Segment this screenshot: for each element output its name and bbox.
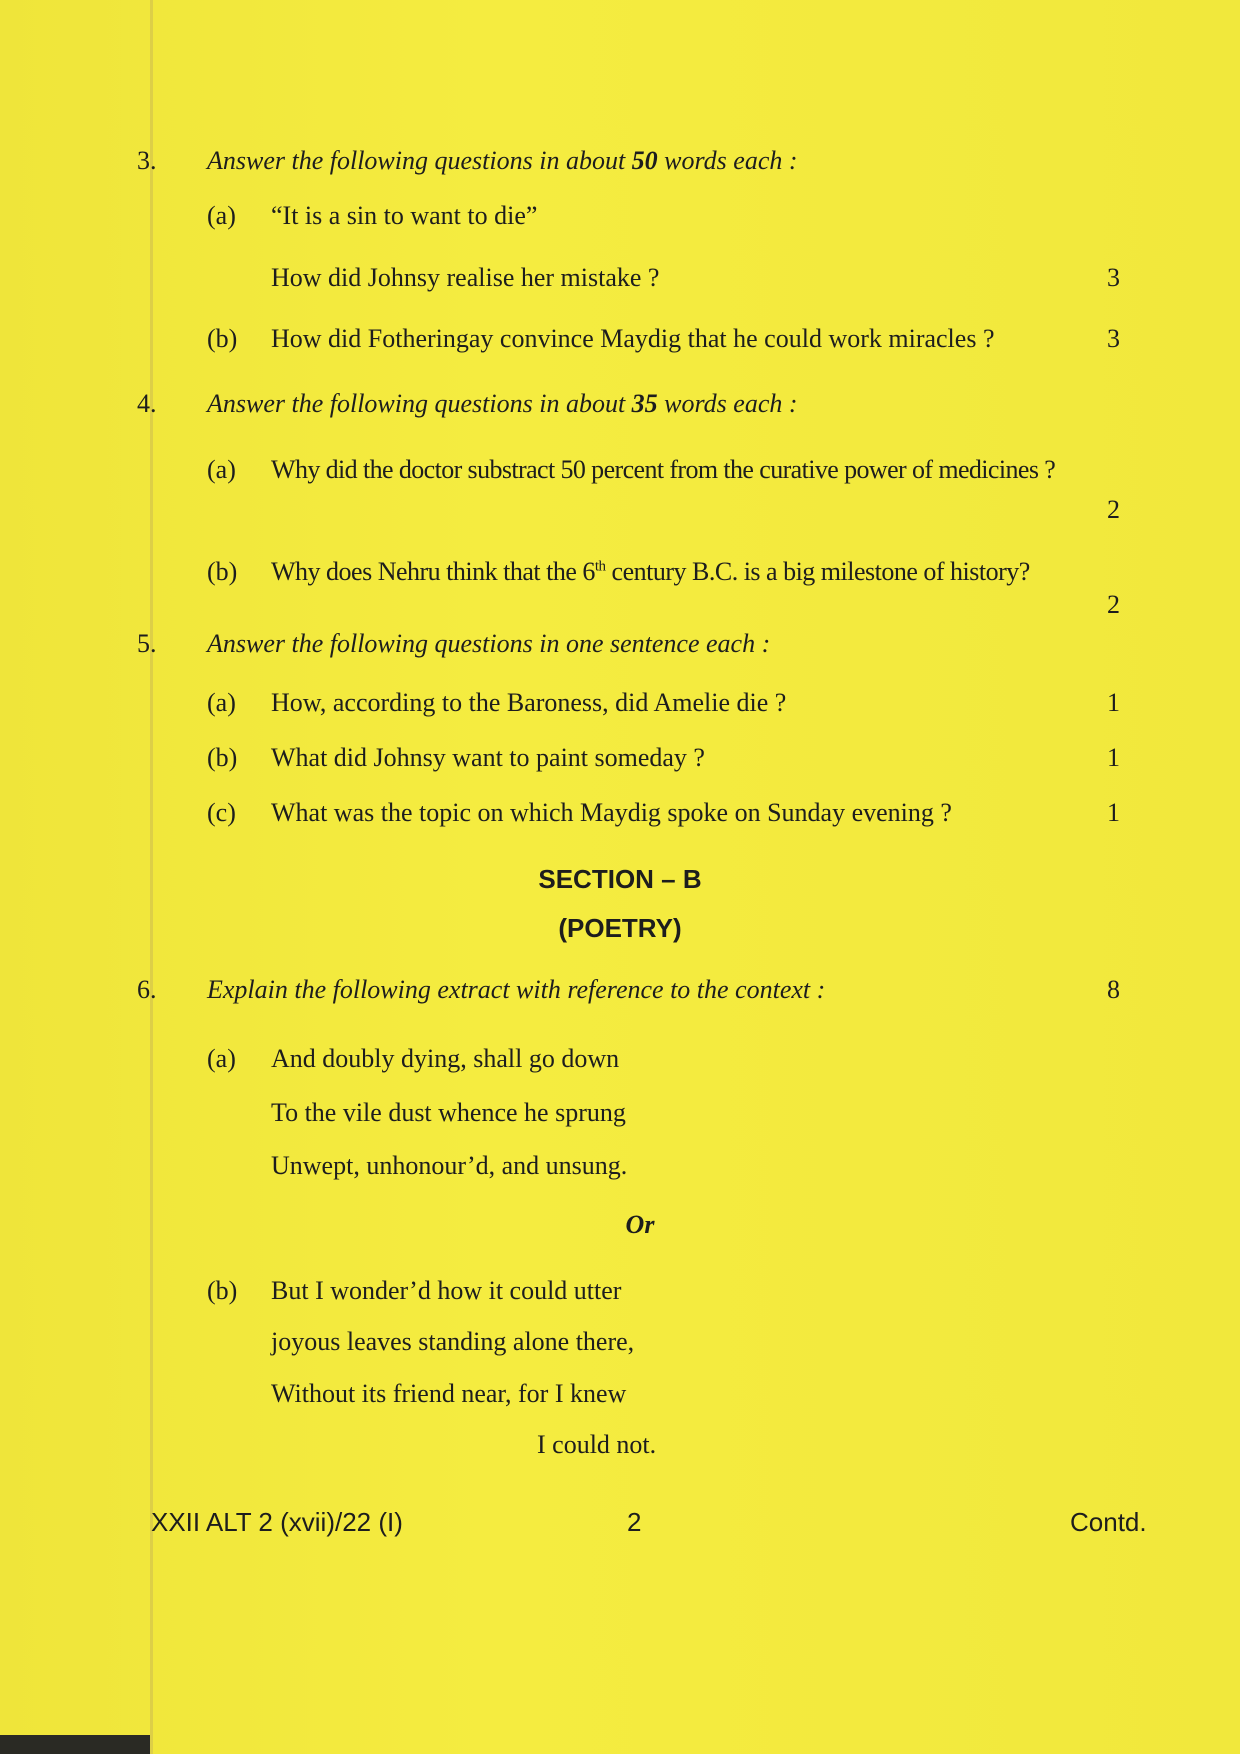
q5b-label: (b) [207,743,238,772]
q4a-label: (a) [207,455,236,484]
q3b-question: How did Fotheringay convince Maydig that he could work miracles ? [271,324,995,353]
q5a-question: How, according to the Baroness, did Amelie die ? [271,688,787,717]
question-6-instruction: Explain the following extract with reference to the context : [207,975,826,1004]
q6a-label: (a) [207,1044,236,1073]
q6b-label: (b) [207,1276,238,1305]
q5b-question: What did Johnsy want to paint someday ? [271,743,705,772]
q5c-label: (c) [207,798,236,827]
section-subtitle: (POETRY) [558,913,682,943]
or-separator: Or [625,1210,655,1239]
q5a-label: (a) [207,688,236,717]
q3a-label: (a) [207,201,236,230]
question-3-number: 3. [137,146,157,175]
question-5-instruction: Answer the following questions in one sentence each : [207,629,771,658]
q6a-line-3: Unwept, unhonour’d, and unsung. [271,1151,628,1180]
q4a-marks: 2 [1107,495,1120,524]
q5a-marks: 1 [1107,688,1120,717]
question-4-number: 4. [137,389,157,418]
q3b-marks: 3 [1107,324,1120,353]
q6b-line-1: But I wonder’d how it could utter [271,1276,622,1305]
q4b-label: (b) [207,557,238,586]
q6b-line-4: I could not. [537,1430,657,1459]
q3a-quote: “It is a sin to want to die” [271,201,538,230]
q5b-marks: 1 [1107,743,1120,772]
q4b-question: Why does Nehru think that the 6th century B.C. is a big milestone of history? [271,557,1030,586]
footer-paper-code: XXII ALT 2 (xvii)/22 (I) [151,1507,403,1537]
q6a-line-2: To the vile dust whence he sprung [271,1098,626,1127]
footer-page-number: 2 [627,1507,642,1537]
q4b-marks: 2 [1107,590,1120,619]
q3a-question: How did Johnsy realise her mistake ? [271,263,660,292]
q5c-question: What was the topic on which Maydig spoke on Sunday evening ? [271,798,952,827]
q4a-question: Why did the doctor substract 50 percent from the curative power of medicines ? [271,455,1056,484]
question-3-instruction: Answer the following questions in about 50 words each : [207,146,798,175]
footer-contd: Contd. [1070,1507,1147,1537]
q5c-marks: 1 [1107,798,1120,827]
q6a-line-1: And doubly dying, shall go down [271,1044,620,1073]
question-5-number: 5. [137,629,157,658]
q6-marks: 8 [1107,975,1120,1004]
q3a-marks: 3 [1107,263,1120,292]
question-4-instruction: Answer the following questions in about 35 words each : [207,389,798,418]
section-title: SECTION – B [538,864,702,894]
question-6-number: 6. [137,975,157,1004]
scan-edge-mark [0,1735,150,1754]
q3b-label: (b) [207,324,238,353]
q6b-line-2: joyous leaves standing alone there, [271,1327,635,1356]
q6b-line-3: Without its friend near, for I knew [271,1379,627,1408]
